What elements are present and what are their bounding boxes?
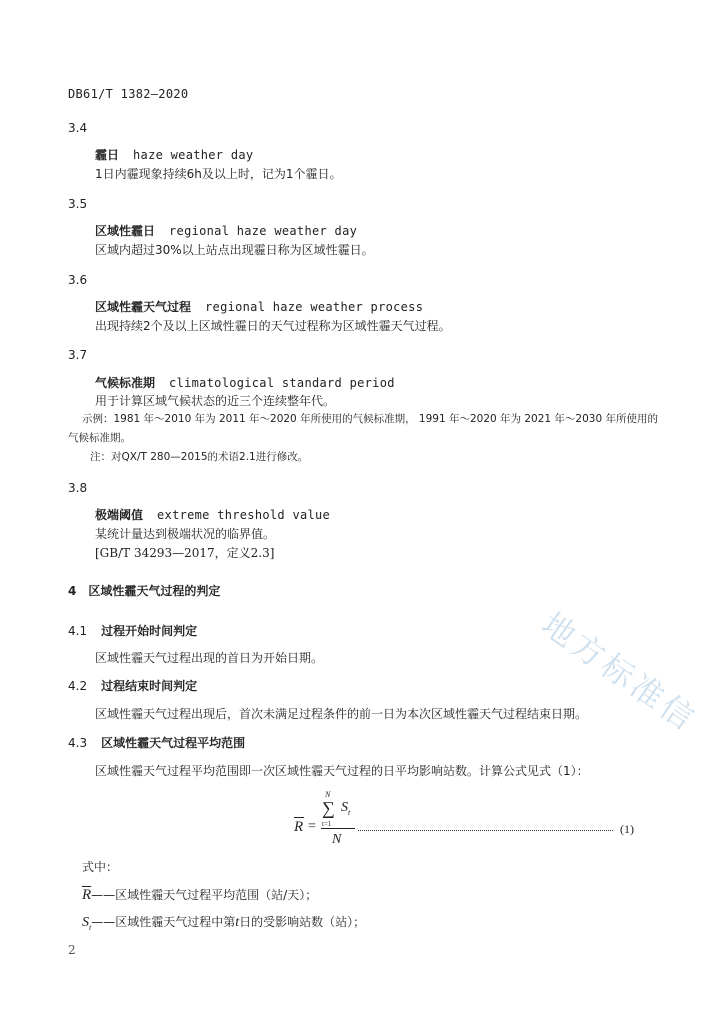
sum-sign: ∑ [322,798,335,818]
example-text-cont: 气候标准期。 [68,432,131,444]
chapter-number: 4 [68,584,77,598]
formula-overbar [294,817,304,818]
term-cn: 气候标准期 [95,376,156,390]
term-cn: 区域性霾天气过程 [95,300,192,314]
term-en: haze weather day [133,148,254,162]
term-cn: 区域性霾日 [95,224,156,238]
formula-1 [294,792,644,852]
subsection-title: 过程结束时间判定 [101,679,198,693]
term-reference: [GB/T 34293—2017，定义2.3] [95,546,275,560]
term-heading [95,509,330,521]
term-en: regional haze weather day [169,224,358,238]
paragraph: 区域性霾天气过程出现后，首次未满足过程条件的前一日为本次区域性霾天气过程结束日期。 [95,707,588,721]
sum-lower-limit: t=1 [322,820,332,828]
subsection-heading [68,737,245,749]
term-definition: 用于计算区域气候状态的近三个连续整年代。 [95,394,336,408]
where-item-text: ——区域性霾天气过程平均范围（站/天）； [91,888,318,902]
subsection-number: 4.2 [68,679,88,693]
formula-leader-dots [358,822,613,831]
formula-denominator: N [332,832,342,847]
where-item-text: ——区域性霾天气过程中第 [91,915,236,929]
where-label: 式中： [82,860,119,874]
where-item [82,888,317,903]
paragraph: 区域性霾天气过程平均范围即一次区域性霾天气过程的日平均影响站数。计算公式见式（1）： [95,764,589,778]
note-text: 注：对QX/T 280—2015的术语2.1进行修改。 [90,451,309,463]
subsection-number: 4.3 [68,736,88,750]
where-item [82,916,365,932]
where-item-text-2: 日的受影响站数（站）； [239,915,366,929]
subsection-heading [68,680,197,692]
subsection-number: 4.1 [68,624,88,638]
section-number: 3.8 [68,481,88,495]
subsection-title: 区域性霾天气过程平均范围 [101,736,246,750]
variable-t: t [235,915,240,930]
symbol-R: $\overline{R}$ [82,887,92,903]
section-number: 3.5 [68,197,88,211]
formula-lhs: R [294,819,304,835]
paragraph: 区域性霾天气过程出现的首日为开始日期。 [95,651,324,665]
term-heading [95,301,423,313]
term-en: extreme threshold value [157,508,331,522]
example-text: 示例：1981 年～2010 年为 2011 年～2020 年所使用的气候标准期， 1991 年～2020 年为 2021 年～2030 年所使用的 [82,413,658,425]
page-number: 2 [68,943,76,957]
term-en: regional haze weather process [205,300,424,314]
chapter-heading [68,585,220,597]
term-heading [95,377,395,389]
document-code: DB61/T 1382—2020 [68,87,189,101]
section-number: 3.6 [68,273,88,287]
sum-upper-limit: N [325,790,331,799]
section-number: 3.4 [68,121,88,135]
term-cn: 霾日 [95,148,120,162]
term-heading [95,149,253,161]
section-number: 3.7 [68,348,88,362]
subsection-heading [68,625,197,637]
term-definition: 出现持续2个及以上区域性霾日的天气过程称为区域性霾天气过程。 [95,319,451,333]
term-definition: 1日内霾现象持续6h及以上时，记为1个霾日。 [95,167,342,181]
term-cn: 极端阈值 [95,508,144,522]
formula-equals: = [308,819,316,834]
term-heading [95,225,357,237]
term-definition: 区域内超过30%以上站点出现霾日称为区域性霾日。 [95,243,374,257]
formula-number: (1) [620,822,634,836]
term-en: climatological standard period [169,376,395,390]
subsection-title: 过程开始时间判定 [101,624,198,638]
chapter-title: 区域性霾天气过程的判定 [88,584,221,598]
fraction-bar [321,828,355,829]
term-definition: 某统计量达到极端状况的临界值。 [95,527,276,541]
symbol-St: $S_t$ [82,915,92,932]
watermark: 地方标准信 [534,604,705,740]
formula-summand: $S_t$ [341,800,351,817]
